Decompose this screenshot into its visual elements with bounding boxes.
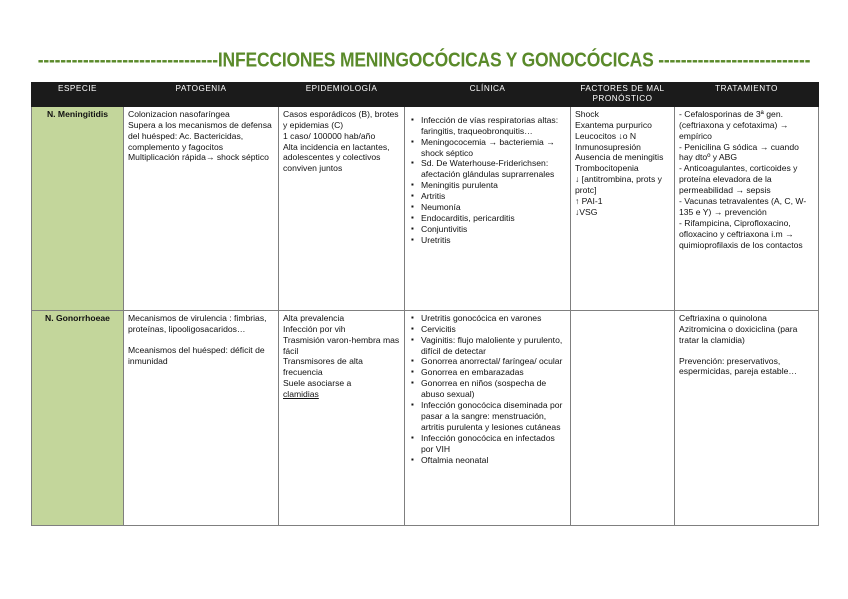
text-line: Azitromicina o doxiciclina (para tratar la clamidia) <box>679 323 798 345</box>
header-especie: ESPECIE <box>32 83 124 107</box>
header-tratamiento: TRATAMIENTO <box>675 83 819 107</box>
text-line: Prevención: preservativos, espermicidas, pareja estable… <box>679 355 797 377</box>
text-line: Supera a los mecanismos de defensa del huésped: Ac. Bactericidas, complemento y fagocitos <box>128 119 272 152</box>
list-item: ▪ Artritis <box>421 191 566 202</box>
species-cell: N. Meningitidis <box>32 106 124 310</box>
list-item: ▪ Cervicitis <box>421 324 566 335</box>
text-line: Trasmisión varon-hembra mas fácil <box>283 334 400 356</box>
header-factores: FACTORES DE MAL PRONÓSTICO <box>571 83 675 107</box>
list-item: ▪ Sd. De Waterhouse-Friderichsen: afectación glándulas suprarrenales <box>421 158 566 180</box>
text-line: Mceanismos del huésped: déficit de inmunidad <box>128 344 265 366</box>
text-line: Shock <box>575 108 599 119</box>
text-line: Trombocitopenia <box>575 163 639 174</box>
list-item: ▪ Oftalmia neonatal <box>421 455 566 466</box>
header-clinica: CLÍNICA <box>405 83 571 107</box>
clinica-cell <box>405 310 571 525</box>
text-line: Mecanismos de virulencia : fimbrias, proteínas, lipooligosacaridos… <box>128 312 267 334</box>
table-row-meningitidis <box>32 106 819 310</box>
list-item: ▪ Meningitis purulenta <box>421 180 566 191</box>
list-item: ▪ Gonorrea anorrectal/ faríngea/ ocular <box>421 356 566 367</box>
text-line: 1 caso/ 100000 hab/año <box>283 130 376 141</box>
patogenia-cell <box>124 106 279 310</box>
text-line: Colonizacion nasofaríngea <box>128 108 230 119</box>
species-cell: N. Gonorrhoeae <box>32 310 124 525</box>
infections-table <box>31 82 819 526</box>
text-line: Suele asociarse a <box>283 378 352 389</box>
list-item: ▪ Infección gonocócica en infectados por VIH <box>421 433 566 455</box>
text-line: Multiplicación rápida→ shock séptico <box>128 152 269 163</box>
text-line: Leucocitos ↓o N <box>575 130 637 141</box>
text-line: Casos esporádicos (B), brotes y epidemias (C) <box>283 108 399 130</box>
list-item: ▪ Gonorrea en niños (sospecha de abuso sexual) <box>421 378 566 400</box>
text-line: Infección por vih <box>283 323 346 334</box>
patogenia-cell <box>124 310 279 525</box>
list-item: ▪ Vaginitis: flujo maloliente y purulento, difícil de detectar <box>421 335 566 357</box>
list-item: ▪ Endocarditis, pericarditis <box>421 213 566 224</box>
pronostico-cell <box>571 310 675 525</box>
text-line: - Anticoagulantes, corticoides y proteína elevadora de la permeabilidad → sepsis <box>679 163 798 196</box>
text-line: Alta incidencia en lactantes, adolescentes y colectivos conviven juntos <box>283 141 390 174</box>
text-line: ↓VSG <box>575 206 598 217</box>
text-line: Ceftriaxina o quinolona <box>679 312 767 323</box>
table-row-gonorrhoeae <box>32 310 819 525</box>
list-item: ▪ Uretritis gonocócica en varones <box>421 313 566 324</box>
list-item: ▪ Neumonía <box>421 202 566 213</box>
page-title: --------------------------------INFECCIONES MENINGOCÓCICAS Y GONOCÓCICAS --------------------------- <box>37 47 811 71</box>
tratamiento-cell <box>675 106 819 310</box>
list-item: ▪ Conjuntivitis <box>421 224 566 235</box>
tratamiento-cell <box>675 310 819 525</box>
list-item: ▪ Infección gonocócica diseminada por pasar a la sangre: menstruación, artritis purulenta y lesiones cutáneas <box>421 400 566 433</box>
text-line: Exantema purpurico <box>575 119 652 130</box>
header-epidemiologia: EPIDEMIOLOGÍA <box>279 83 405 107</box>
text-line: ↑ PAI-1 <box>575 196 603 207</box>
epidemiologia-cell <box>279 106 405 310</box>
text-line: Ausencia de meningitis <box>575 152 664 163</box>
text-line: - Rifampicina, Ciprofloxacino, ofloxacino y ceftriaxona i.m → quimioprofilaxis de los contactos <box>679 217 803 250</box>
epidemiologia-cell <box>279 310 405 525</box>
clinica-cell <box>405 106 571 310</box>
text-line: - Penicilina G sódica → cuando hay dtoº y ABG <box>679 141 799 163</box>
header-row <box>32 83 819 107</box>
list-item: ▪ Infección de vías respiratorias altas: faringitis, traqueobronquitis… <box>421 115 566 137</box>
text-line: ↓ [antitrombina, prots y protc] <box>575 174 662 196</box>
header-patogenia: PATOGENIA <box>124 83 279 107</box>
text-line: - Vacunas tetravalentes (A, C, W-135 e Y) → prevención <box>679 196 807 217</box>
text-line: Transmisores de alta frecuencia <box>283 356 363 378</box>
text-line: Alta prevalencia <box>283 312 345 323</box>
clamidias-link[interactable]: clamidias <box>283 389 319 400</box>
list-item: ▪ Meningococemia → bacteriemia → shock séptico <box>421 137 566 159</box>
list-item: ▪ Uretritis <box>421 235 566 246</box>
text-line: Inmunosupresión <box>575 141 641 152</box>
text-line: - Cefalosporinas de 3ª gen. (ceftriaxona y cefotaxima) → empírico <box>679 108 789 141</box>
pronostico-cell <box>571 106 675 310</box>
list-item: ▪ Gonorrea en embarazadas <box>421 367 566 378</box>
